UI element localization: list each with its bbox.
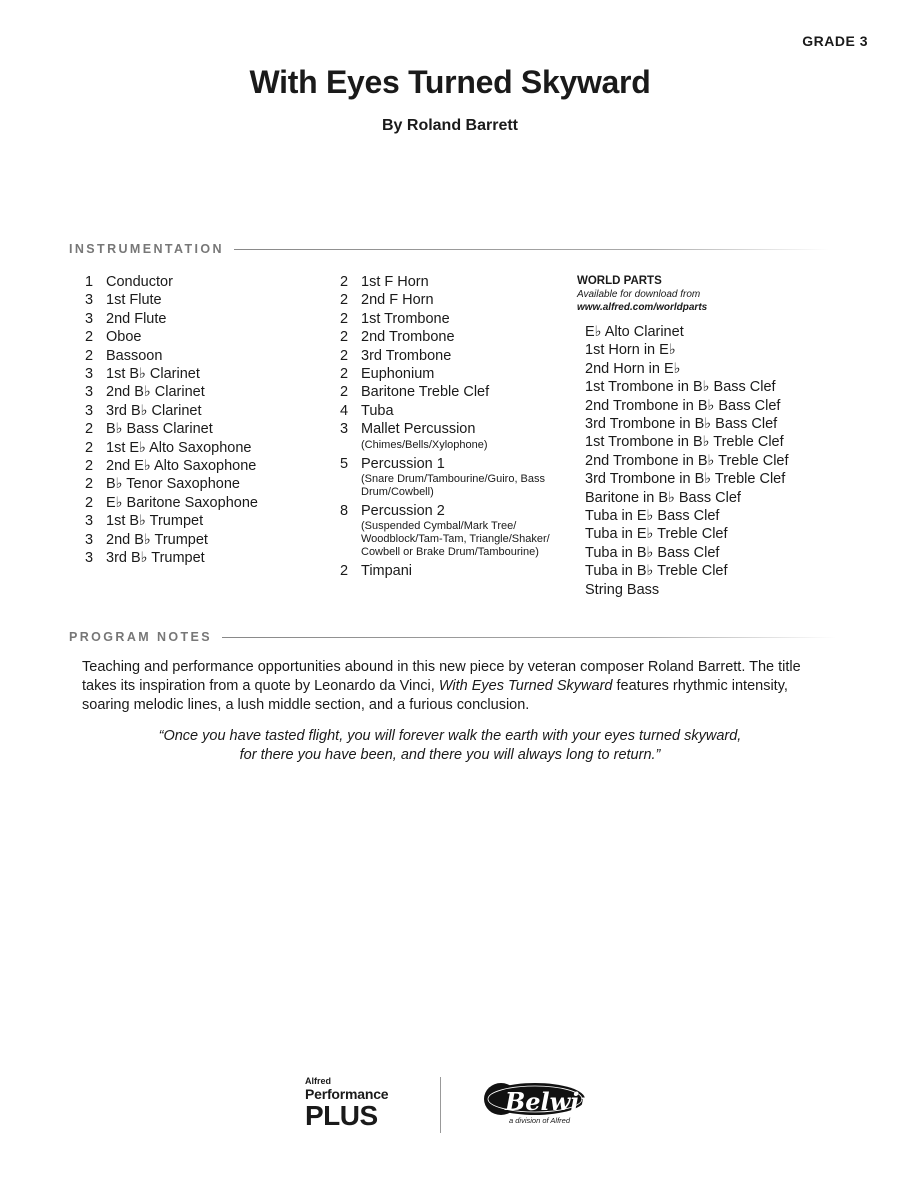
world-part-item: 3rd Trombone in B♭ Bass Clef [585, 416, 778, 433]
world-part-item: Tuba in B♭ Bass Clef [585, 544, 720, 561]
instrument-name-block [106, 291, 325, 309]
instrument-name: 1st B♭ Trumpet [106, 513, 204, 530]
instrument-name: 1st F Horn [361, 274, 429, 290]
instrument-quantity: 4 [340, 402, 349, 419]
instrument-name-block [106, 420, 325, 438]
instrument-quantity: 2 [85, 476, 94, 493]
instrument-name-block [106, 273, 325, 291]
instrument-quantity: 2 [340, 366, 349, 383]
instrument-row [85, 383, 325, 401]
instrument-row [340, 365, 565, 383]
instrument-name-block [106, 402, 325, 420]
instrument-quantity: 3 [85, 402, 94, 419]
instrument-name-block [106, 328, 325, 346]
instrument-quantity: 3 [85, 310, 94, 327]
instrument-name: 2nd F Horn [361, 292, 434, 309]
program-notes-heading-label: PROGRAM NOTES [69, 630, 213, 644]
instrument-name: 2nd E♭ Alto Saxophone [106, 458, 257, 475]
instrument-detail: (Suspended Cymbal/Mark Tree/ Woodblock/Tam-Tam, Triangle/Shaker/ Cowbell or Brake Drum/Tambourine) [361, 520, 550, 559]
logo-performance-text: Performance [305, 1086, 389, 1102]
instrument-name: B♭ Tenor Saxophone [106, 476, 240, 493]
instrument-row [340, 383, 565, 401]
world-parts-list [577, 323, 877, 599]
heading-rule [234, 249, 829, 250]
world-part-item: E♭ Alto Clarinet [585, 324, 684, 340]
instrument-name: 3rd Trombone [361, 347, 452, 364]
heading-rule [222, 637, 836, 638]
instrument-row [340, 347, 565, 365]
instrument-name: Tuba [361, 402, 394, 419]
world-part-item: Baritone in B♭ Bass Clef [585, 489, 741, 506]
instrument-name-block [361, 273, 565, 291]
instrument-row [340, 402, 565, 420]
footer-divider [440, 1077, 441, 1133]
instrument-row [85, 494, 325, 512]
instrument-quantity: 2 [340, 563, 349, 580]
world-part-item: 2nd Trombone in B♭ Bass Clef [585, 397, 781, 414]
instrument-row [340, 502, 565, 562]
instrument-column-2 [340, 273, 565, 581]
world-part-item: Tuba in B♭ Treble Clef [585, 563, 728, 580]
instrument-name: 1st E♭ Alto Saxophone [106, 439, 252, 456]
instrument-name: 2nd Flute [106, 310, 167, 327]
instrument-name-block [106, 310, 325, 328]
instrument-quantity: 2 [85, 421, 94, 438]
instrument-name-block [106, 475, 325, 493]
page-title: With Eyes Turned Skyward [249, 64, 651, 100]
instrument-name-block [106, 365, 325, 383]
instrument-name-block [106, 439, 325, 457]
instrument-name-block [106, 531, 325, 549]
instrument-quantity: 2 [340, 292, 349, 309]
instrument-row [85, 328, 325, 346]
instrument-name-block [106, 347, 325, 365]
instrument-name: Baritone Treble Clef [361, 384, 490, 401]
grade-label: GRADE 3 [802, 33, 868, 49]
instrument-name-block [106, 457, 325, 475]
belwin-wordmark: Belwin [505, 1087, 597, 1116]
instrument-name: 3rd B♭ Clarinet [106, 402, 202, 419]
instrument-detail: (Chimes/Bells/Xylophone) [361, 438, 488, 451]
instrument-row [85, 475, 325, 493]
instrument-name-block [361, 562, 565, 580]
instrument-row [340, 310, 565, 328]
world-part-item: 1st Trombone in B♭ Treble Clef [585, 434, 784, 451]
instrument-quantity: 2 [340, 347, 349, 364]
instrument-row [85, 310, 325, 328]
instrument-name-block [106, 494, 325, 512]
program-notes-text [82, 658, 834, 715]
instrument-name: Timpani [361, 563, 413, 580]
instrumentation-heading-label: INSTRUMENTATION [69, 242, 224, 256]
instrument-row [340, 328, 565, 346]
world-part-item: 2nd Horn in E♭ [585, 360, 681, 377]
instrument-name-block [106, 549, 325, 567]
instrument-column-1 [85, 273, 325, 568]
instrument-quantity: 5 [340, 455, 349, 472]
world-part-item: 3rd Trombone in B♭ Treble Clef [585, 471, 786, 488]
instrument-row [340, 562, 565, 580]
instrument-quantity: 2 [85, 439, 94, 456]
logo-plus-text: PLUS [305, 1100, 378, 1131]
instrument-name: Oboe [106, 329, 142, 346]
alfred-performance-plus-logo [305, 1076, 415, 1129]
instrument-name: 2nd Trombone [361, 329, 455, 346]
world-part-item: Tuba in E♭ Treble Clef [585, 526, 728, 543]
world-part-item: 2nd Trombone in B♭ Treble Clef [585, 452, 789, 469]
instrument-name: Bassoon [106, 347, 163, 364]
instrument-quantity: 2 [85, 347, 94, 364]
instrument-row [85, 457, 325, 475]
instrument-name: 1st Flute [106, 292, 162, 309]
instrument-quantity: 3 [85, 531, 94, 548]
world-parts-note: Available for download from [577, 289, 701, 300]
instrument-quantity: 2 [340, 310, 349, 327]
instrument-name: B♭ Bass Clarinet [106, 421, 213, 438]
instrument-row [340, 420, 565, 454]
instrument-quantity: 1 [85, 274, 94, 290]
instrument-quantity: 2 [340, 329, 349, 346]
world-part-item: 1st Trombone in B♭ Bass Clef [585, 379, 776, 396]
instrument-quantity: 3 [340, 421, 349, 438]
instrument-name: 3rd B♭ Trumpet [106, 550, 205, 567]
composer-credit: By Roland Barrett [381, 117, 519, 134]
instrument-name-block [361, 328, 565, 346]
program-notes-text-start: Teaching and performance opportunities abound in this new piece by veteran composer Roland Barrett. The title takes its inspiration from a quote by Leonardo da Vinci, [82, 659, 801, 694]
instrument-row [85, 347, 325, 365]
instrument-quantity: 2 [85, 494, 94, 511]
world-parts-url[interactable]: www.alfred.com/worldparts [577, 302, 708, 313]
instrument-row [85, 549, 325, 567]
world-parts-section [577, 274, 877, 599]
quote-line-1: “Once you have tasted flight, you will forever walk the earth with your eyes turned skyward, [158, 728, 742, 744]
instrument-name: 2nd B♭ Trumpet [106, 531, 208, 548]
instrument-name-block [361, 383, 565, 401]
instrument-name-block [361, 347, 565, 365]
instrument-name-block [361, 420, 565, 454]
belwin-logo [481, 1080, 611, 1130]
instrument-quantity: 2 [85, 329, 94, 346]
instrument-row [85, 365, 325, 383]
instrument-detail: (Snare Drum/Tambourine/Guiro, Bass Drum/Cowbell) [361, 473, 546, 499]
world-part-item: String Bass [585, 581, 660, 598]
instrument-row [340, 273, 565, 291]
instrument-name: 1st Trombone [361, 310, 450, 327]
instrument-quantity: 2 [340, 384, 349, 401]
belwin-subtitle: a division of Alfred [509, 1116, 571, 1125]
instrument-quantity: 3 [85, 292, 94, 309]
logo-alfred-text: Alfred [305, 1076, 332, 1086]
instrument-row [85, 402, 325, 420]
instrument-name: 2nd B♭ Clarinet [106, 384, 205, 401]
instrument-quantity: 2 [85, 458, 94, 475]
instrument-quantity: 2 [340, 274, 349, 290]
instrument-row [85, 531, 325, 549]
instrument-quantity: 3 [85, 384, 94, 401]
instrument-row [340, 455, 565, 502]
instrument-name-block [106, 512, 325, 530]
instrument-name: Percussion 2 [361, 503, 445, 520]
program-notes-title-ref: With Eyes Turned Skyward [438, 678, 613, 694]
instrument-name-block [106, 383, 325, 401]
quote-line-2: for there you have been, and there you will always long to return.” [239, 746, 661, 763]
instrument-name: E♭ Baritone Saxophone [106, 494, 258, 511]
instrument-name: Mallet Percussion [361, 421, 476, 438]
world-parts-title: WORLD PARTS [577, 275, 662, 287]
instrument-name: Euphonium [361, 366, 435, 383]
da-vinci-quote [100, 727, 800, 764]
instrument-name: Percussion 1 [361, 455, 445, 472]
program-notes-heading [69, 630, 836, 644]
world-part-item: 1st Horn in E♭ [585, 342, 676, 359]
instrument-name-block [361, 502, 565, 562]
instrument-quantity: 3 [85, 366, 94, 383]
instrument-name-block [361, 310, 565, 328]
instrument-name-block [361, 455, 565, 502]
instrument-name-block [361, 365, 565, 383]
world-part-item: Tuba in E♭ Bass Clef [585, 508, 720, 525]
instrument-name-block [361, 291, 565, 309]
instrument-row [85, 439, 325, 457]
instrument-quantity: 3 [85, 513, 94, 530]
instrument-name: 1st B♭ Clarinet [106, 366, 200, 383]
instrument-quantity: 8 [340, 503, 349, 520]
instrument-row [85, 291, 325, 309]
instrument-quantity: 3 [85, 550, 94, 567]
program-notes-text-end: features rhythmic intensity, soaring melodic lines, a lush middle section, and a furious conclusion. [82, 678, 788, 713]
instrument-name-block [361, 402, 565, 420]
instrument-row [85, 512, 325, 530]
instrument-row [85, 420, 325, 438]
instrument-row [85, 273, 325, 291]
instrumentation-heading [69, 242, 829, 256]
instrument-row [340, 291, 565, 309]
instrument-name: Conductor [106, 274, 173, 290]
